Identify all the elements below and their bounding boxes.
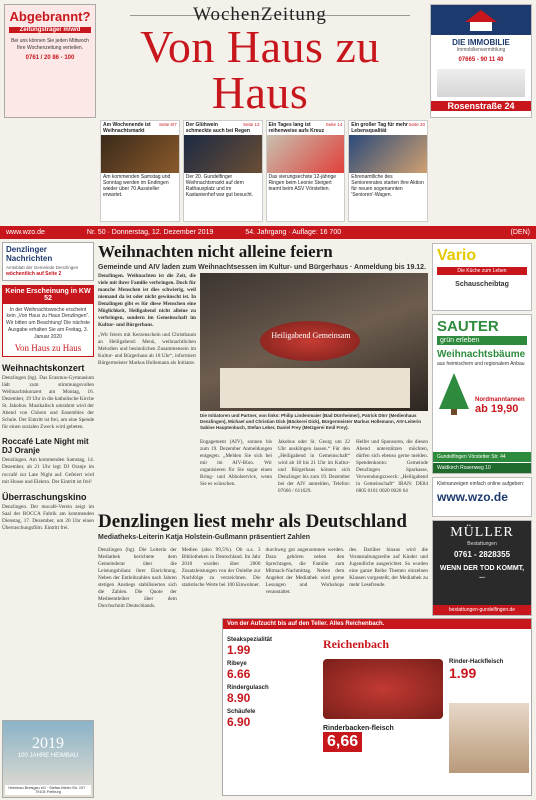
second-article-col-3: durchweg gut angenommen werden. Dazu gehören neben den Sprechtagen, die Familie zum Mitmach-Nachmittag. Neben dem Angebot der Mediathek wird gerne Lesungen und Workshops veranstaltet. bbox=[265, 546, 345, 596]
teaser-page: Seite 6/7 bbox=[158, 122, 177, 127]
ueber-head: Überraschungskino bbox=[2, 491, 87, 502]
roccafe-head: Roccafé Late Night mit DJ Oranje bbox=[2, 437, 89, 456]
teaser-photo bbox=[267, 135, 345, 173]
second-article-columns bbox=[98, 547, 428, 610]
second-article-col-2: Medien (also 99,5%). Ob u.a. 3 Bibliotheken in Deutschland. Im Jahr 2018 wurden über 2000 Zusatzleistungen von der Onleihe zur Nachfolge zu verzeichnen. Die statistische Werte bei 100 Einwohner. bbox=[181, 546, 261, 589]
teaser-photo bbox=[101, 135, 179, 173]
butcher-left-list bbox=[227, 637, 317, 729]
notice-head: Keine Erscheinung in KW 52 bbox=[3, 286, 93, 304]
second-article-title: Denzlingen liest mehr als Deutschland bbox=[98, 511, 407, 532]
main-article-subtitle: Gemeinde und AIV laden zum Weihnachtsessen im Kultur- und Bürgerhaus · Anmeldung bis 19.12. bbox=[98, 263, 427, 271]
teaser-text: Der 20. Gundelfinger Weihnachtsmarkt auf dem Rathausplatz und im Kastanienhof war gut besucht. bbox=[185, 174, 254, 198]
main-article-col-a: Engagement (AIV), sonnen bis zum 19. Dezember Anmeldungen entgegen. „Melden Sie sich bei mir im AIV-Büro. Wir organisieren für Sie sogar einen Bring- und Abholservice, wenn Sie es wünschen. bbox=[200, 439, 272, 488]
butcher-item bbox=[227, 685, 317, 705]
butcher-item-name: Ribeye bbox=[227, 661, 247, 667]
main-article-col-b: Jakobus oder St. Georg um 22 Uhr ausklingen lassen.“ Für den „Heiligabend in Gemeinschaft“ wird ab 18 bis 21 Uhr im Kultur- und Bürgerhaus können sich Denzlinger bis zum 19. Dezember bei der AIV anmelden, Telefon: 07666 / 611629. bbox=[278, 439, 350, 495]
sauter-address: Gundelfingen Vörstetter Str. 44 bbox=[433, 452, 531, 462]
teaser-1[interactable] bbox=[100, 120, 180, 222]
wzo-note: Kleinanzeigen einfach online aufgeben: bbox=[437, 481, 525, 487]
strip-issue: Nr. 50 · Donnerstag, 12. Dezember 2019 bbox=[86, 229, 214, 236]
teaser-text: Das vierungsechste 12-jährige Ringen beim Leonie Steigert teamt beim ASV Vörstetten. bbox=[268, 174, 337, 192]
immobilie-photo bbox=[437, 69, 525, 97]
mueller-claim: WENN DER TOD KOMMT, ... bbox=[439, 565, 525, 581]
masthead-title: Von Haus zu Haus bbox=[140, 21, 380, 118]
teaser-2[interactable] bbox=[183, 120, 263, 222]
butcher-brand: Reichenbach bbox=[323, 637, 389, 651]
main-article-photo bbox=[200, 273, 428, 411]
carrier-ad-sub: Zeitungsträger m/w/d bbox=[9, 27, 91, 33]
sausage-photo bbox=[449, 703, 529, 773]
mueller-web: bestattungen-gundelfingen.de bbox=[433, 605, 531, 615]
nachrichten-box[interactable] bbox=[2, 242, 94, 281]
carrier-ad-headline: Abgebrannt? bbox=[9, 9, 91, 24]
teaser-page: Seite 20 bbox=[408, 122, 425, 127]
main-article-columns bbox=[200, 439, 428, 495]
teaser-photo bbox=[184, 135, 262, 173]
immobilie-sub: Immobilienvermittlung bbox=[456, 47, 506, 53]
butcher-item bbox=[449, 659, 529, 681]
vario-sub: Die Küche zum Leben bbox=[437, 267, 527, 275]
butcher-item bbox=[227, 637, 317, 657]
ueber-body: Denzlingen. Der mocafé-Verein zeigt im Saal der ROCCA Fabrik am kommenden Dienstag, 17. Dezember, um 20 Uhr einen Überraschungsfilm. Eintritt frei. bbox=[2, 503, 94, 531]
teaser-3[interactable] bbox=[266, 120, 346, 222]
butcher-item-name: Rinder-Hackfleisch bbox=[449, 659, 504, 665]
heimbau-year: 2019 bbox=[32, 735, 64, 752]
vario-text: Schauscheibtag bbox=[455, 281, 509, 288]
butcher-item bbox=[227, 661, 317, 681]
teaser-4[interactable] bbox=[348, 120, 428, 222]
butcher-item-name: Schäufele bbox=[227, 709, 256, 715]
mueller-ad[interactable] bbox=[432, 520, 532, 616]
butcher-item-price: 6,66 bbox=[323, 732, 362, 752]
masthead-top-title: WochenZeitung bbox=[193, 4, 327, 25]
sauter-phone: Waldkirch Rosenweg 10 bbox=[433, 463, 531, 473]
sauter-sub: grün erleben bbox=[437, 336, 527, 345]
sauter-ad[interactable] bbox=[432, 314, 532, 474]
nachrichten-sub: Amtsblatt der Gemeinde Denzlingen bbox=[6, 264, 79, 270]
notice-box bbox=[2, 285, 94, 358]
butcher-banner: Von der Aufzucht bis auf den Teller. Alles Reichenbach. bbox=[223, 619, 531, 629]
carrier-ad-phone: 0761 / 20 86 - 100 bbox=[25, 55, 75, 61]
immobilie-brand: DIE IMMOBILIE bbox=[452, 38, 510, 47]
house-logo bbox=[431, 5, 531, 35]
butcher-item-price: 6.66 bbox=[227, 667, 251, 681]
issue-strip bbox=[0, 226, 536, 239]
second-article-subtitle: Mediatheks-Leiterin Katja Holstein-Gußmann präsentiert Zahlen bbox=[98, 533, 310, 541]
notice-body: In der Weihnachtswoche erscheint kein „Von Haus zu Haus Denzlingen“. Wir bitten um Beachtung! Die nächste Ausgabe erhalten Sie am Freitag, 3. Januar 2020 bbox=[6, 306, 90, 340]
second-article-col-1: Denzlingen (hg). Die Leiterin der Mediathek berichtete dem Gemeinderat über die Leistungsbilanz ihrer Einrichtung. Neben der Entleihzahlen nach Jahren stetigen Anstiegs stabilisierten sich die Zahlen. Die Quote der Medieentleiher über dem Durchschnitt Deutschlands. bbox=[98, 546, 177, 610]
butcher-item-price: 6.90 bbox=[227, 715, 251, 729]
butcher-item-price: 1.99 bbox=[449, 665, 477, 681]
main-article-body-2: „Wir feiern mit Kerzenschein und Christbaum an Heiligabend: Menü, weihnachtlichen Melodien und besinnlichen Zusammensein im Kultur- und Bürgerhaus ab 18 Uhr“, informiert Bürgermeister Markus Hollemann als Initiator. bbox=[98, 332, 196, 367]
concert-head: Weihnachtskonzert bbox=[2, 363, 85, 374]
strip-edition: 54. Jahrgang · Auflage: 16 700 bbox=[245, 229, 342, 236]
butcher-item bbox=[323, 725, 443, 752]
mueller-phone: 0761 - 2828355 bbox=[453, 550, 511, 559]
main-article-intro bbox=[98, 273, 196, 367]
carrier-ad[interactable] bbox=[4, 4, 96, 118]
mueller-title: MÜLLER bbox=[450, 525, 514, 540]
teaser-text: Am kommenden Samstag und Sonntag werden im Endingen wieder über 70 Aussteller erwartet. bbox=[103, 174, 171, 198]
teaser-text: Ehrenamtliche des Seniorenrates starten ihre Aktion für neuen sogenannten 'Senioren'-Wagen. bbox=[351, 174, 424, 198]
tree-icon bbox=[437, 371, 471, 415]
mueller-sub: Bestattungen bbox=[467, 541, 497, 547]
butcher-ad[interactable] bbox=[222, 618, 532, 796]
butcher-item-price: 8.90 bbox=[227, 691, 251, 705]
heimbau-address: Heimbau Breisgau eG · Stefan-Meier-Str. 197 · 79104 Freiburg bbox=[5, 785, 91, 795]
main-article-col-c: Helfer und Sponsoren, die diesen Abend unterstützen möchten, dürfen sich ebenso gerne melden. Spendenkonto: Gemeinde Denzlingen Sparkasse, Verwendungszweck: „Heiligabend in Gemeinschaft“ IBAN: DE84 6805 0101 0020 0026 64 bbox=[356, 439, 428, 495]
house-icon bbox=[461, 8, 501, 32]
strip-site[interactable]: www.wzo.de bbox=[6, 229, 45, 236]
teaser-photo bbox=[349, 135, 427, 173]
wzo-site: www.wzo.de bbox=[437, 490, 508, 504]
wzo-ad[interactable] bbox=[432, 477, 532, 517]
teaser-title: Am Wochenende ist Weihnachtsmarkt bbox=[103, 122, 151, 134]
xmas-tree-price: ab 19,90 bbox=[475, 403, 519, 415]
immobilie-address: Rosenstraße 24 bbox=[431, 101, 531, 111]
left-column bbox=[2, 242, 94, 798]
photo-label: Heiligabend Gemeinsam bbox=[271, 331, 351, 340]
meat-photo bbox=[323, 659, 443, 719]
concert-body: Denzlingen (hg). Das Erasmus-Gymnasium lädt zum stimmungsvollen Weihnachtskonzert am Montag, 16. Dezember, 19 Uhr in die katholische Kirche St. Jakobus. Musikalisch umrahmt wird der Abend von Chören und Ensembles der Schule. Der Eintritt ist frei, um eine Spende für einen sozialen Zweck wird gebeten. bbox=[2, 375, 94, 431]
immobilie-phone: 07665 - 90 11 40 bbox=[458, 57, 504, 63]
teaser-title: Ein Tages lang ist reihenweise aufs Kreuz bbox=[268, 122, 325, 134]
strip-code: (DEN) bbox=[510, 229, 530, 236]
teaser-row bbox=[100, 120, 428, 222]
vario-title: Vario bbox=[437, 247, 477, 264]
sauter-title: SAUTER bbox=[437, 318, 499, 335]
butcher-item-name: Steakspezialität bbox=[227, 637, 273, 643]
butcher-item-name: Rindergulasch bbox=[227, 685, 269, 691]
teaser-page: Seite 14 bbox=[325, 122, 343, 127]
heimbau-text: 100 JAHRE HEIMBAU bbox=[17, 753, 79, 759]
nachrichten-note: wöchentlich auf Seite 2 bbox=[6, 270, 62, 277]
teaser-page: Seite 13 bbox=[242, 122, 260, 127]
butcher-item-price: 1.99 bbox=[227, 643, 251, 657]
immobilie-ad[interactable] bbox=[430, 4, 532, 118]
second-article-col-4: des. Darüber hinaus wird die Veranstaltungsreihe auf Kinder und Jugendliche ausgerichtet. So wurden eine ganze Reihe Themen einzelnen Klassen vorgestellt, der Mediathek zu mehr Lesefreude. bbox=[349, 546, 428, 589]
main-article bbox=[98, 243, 428, 513]
main-article-caption: Die Initiatoren und Partner, von links: Philip Lindenmaier (Bad Dürrheimer), Patrick Dörr (Medienhaus Denzlingen), Michael und Christian Dick (Bäckerei Dick), Bürgermeister Markus Hollemann, AIV-Leiterin Sabine Hauptenbuch, Stefan Leber, Daniel Frey (Metzgerei Emil Frey). bbox=[200, 413, 422, 430]
xmas-head: Weihnachtsbäume bbox=[437, 349, 526, 360]
xmas-tree-name: Nordmanntannen bbox=[475, 397, 525, 403]
roccafe-body: Denzlingen. Am kommenden Samstag, 14. Dezember, ab 21 Uhr legt DJ Oranje im roccafé zur Late Night auf. Gefeiert wird mit House und Elektro. Der Eintritt ist frei! bbox=[2, 457, 94, 485]
butcher-item bbox=[227, 709, 317, 729]
teaser-title: Ein großer Tag für mehr Lebensqualität bbox=[351, 122, 408, 134]
xmas-sub: aus heimischem und regionalem Anbau bbox=[437, 361, 525, 367]
vario-ad[interactable] bbox=[432, 243, 532, 311]
heimbau-ad[interactable] bbox=[2, 720, 94, 798]
notice-brand: Von Haus zu Haus bbox=[14, 343, 82, 354]
teaser-title: Der Glühwein schmeckte auch bei Regen bbox=[185, 122, 250, 134]
carrier-ad-body: Bei uns können Sie jeden Mittwoch Ihre Wochenzeitung verteilen. bbox=[11, 38, 89, 51]
main-article-body-1: Denzlingen. Weihnachten ist die Zeit, die viele mit ihrer Familie verbringen. Doch für manche Menschen ist dies schwierig, weil niemand da ist oder nicht gewünscht ist. In Denzlingen gibt es für diese Menschen eine Möglichkeit, Heiligabend nicht alleine zu verbringen, sondern im Gemeinschaft im Kultur- und Bürgerhaus. bbox=[98, 273, 196, 329]
nachrichten-title: Denzlinger Nachrichten bbox=[6, 245, 53, 263]
butcher-item-name: Rinderbacken-fleisch bbox=[323, 725, 394, 732]
main-article-title: Weihnachten nicht alleine feiern bbox=[98, 242, 333, 261]
